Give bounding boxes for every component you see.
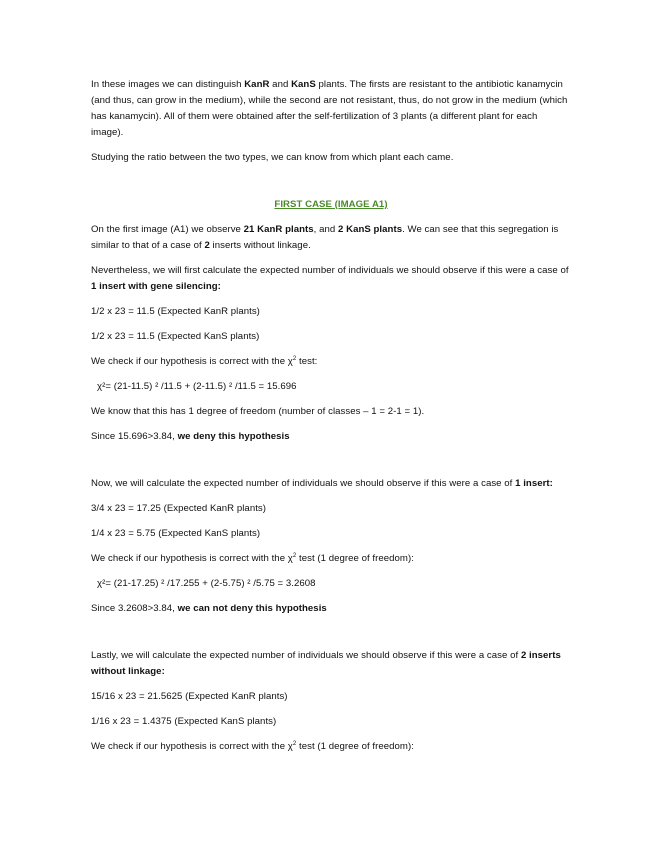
hypothesis1-intro: Nevertheless, we will first calculate the expected number of individuals we should observe if this were a case of 1 insert with gene silencing: xyxy=(91,265,569,292)
hypothesis1-calc-kans: 1/2 x 23 = 11.5 (Expected KanS plants) xyxy=(91,331,260,342)
hypothesis2-conclusion: Since 3.2608>3.84, we can not deny this hypothesis xyxy=(91,603,327,614)
hypothesis2-calc-kans: 1/4 x 23 = 5.75 (Expected KanS plants) xyxy=(91,528,261,539)
hypothesis2-check: We check if our hypothesis is correct with the $\chi^2$ test (1 degree of freedom): xyxy=(91,552,414,564)
hypothesis3-calc-kanr: 15/16 x 23 = 21.5625 (Expected KanR plants) xyxy=(91,691,288,702)
hypothesis2-calc-kanr: 3/4 x 23 = 17.25 (Expected KanR plants) xyxy=(91,503,267,514)
hypothesis1-conclusion: Since 15.696>3.84, we deny this hypothesis xyxy=(91,431,290,442)
hypothesis1-degrees-of-freedom: We know that this has 1 degree of freedom (number of classes – 1 = 2-1 = 1). xyxy=(91,406,425,417)
section-heading: FIRST CASE (IMAGE A1) xyxy=(274,199,388,210)
hypothesis1-calc-kanr: 1/2 x 23 = 11.5 (Expected KanR plants) xyxy=(91,306,260,317)
observation-paragraph: On the first image (A1) we observe 21 KanR plants, and 2 KanS plants. We can see that this segregation is similar to that of a case of 2 inserts without linkage. xyxy=(91,224,559,251)
ratio-paragraph: Studying the ratio between the two types, we can know from which plant each came. xyxy=(91,152,454,163)
hypothesis2-intro: Now, we will calculate the expected number of individuals we should observe if this were a case of 1 insert: xyxy=(91,478,553,489)
hypothesis3-check: We check if our hypothesis is correct with the $\chi^2$ test (1 degree of freedom): xyxy=(91,740,414,752)
intro-paragraph: In these images we can distinguish KanR and KanS plants. The firsts are resistant to the antibiotic kanamycin (and thus, can grow in the medium), while the second are not resistant, thus, do not grow in the medium (which has kanamycin). All of them were obtained after the self-fertilization of 3 plants (a different plant for each image). xyxy=(91,79,568,138)
hypothesis3-intro: Lastly, we will calculate the expected number of individuals we should observe if this were a case of 2 inserts without linkage: xyxy=(91,650,561,677)
hypothesis1-check: We check if our hypothesis is correct with the $\chi^2$ test: xyxy=(91,355,318,367)
hypothesis3-calc-kans: 1/16 x 23 = 1.4375 (Expected KanS plants) xyxy=(91,716,277,727)
document-page xyxy=(91,77,571,755)
hypothesis2-chi-square: χ²= (21-17.25) ² /17.255 + (2-5.75) ² /5.75 = 3.2608 xyxy=(97,578,316,589)
hypothesis1-chi-square: χ²= (21-11.5) ² /11.5 + (2-11.5) ² /11.5 = 15.696 xyxy=(97,381,297,392)
